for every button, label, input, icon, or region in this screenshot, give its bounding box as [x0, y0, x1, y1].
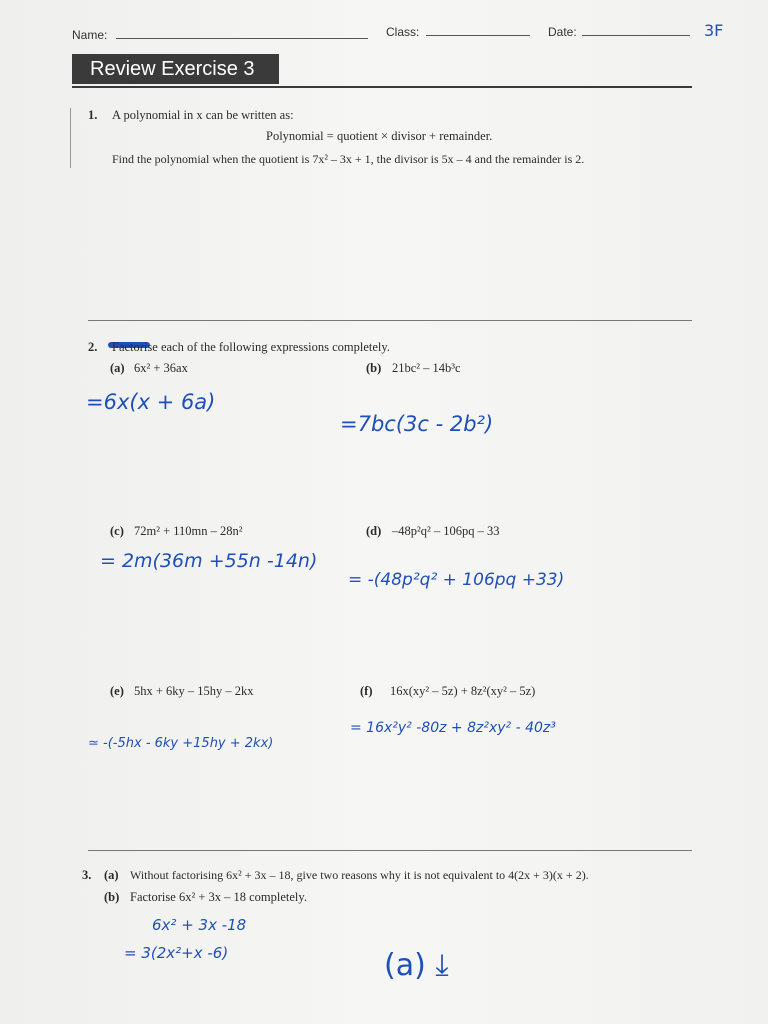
q2a-expr: 6x² + 36ax	[134, 361, 188, 375]
q2c-label: (c)	[110, 524, 124, 538]
q3b-label: (b)	[104, 890, 120, 904]
divider-2	[88, 850, 692, 851]
section-title: Review Exercise 3	[72, 54, 279, 84]
q1-formula: Polynomial = quotient × divisor + remainder.	[266, 129, 493, 143]
title-rule	[72, 86, 692, 88]
q2d-answer: = -(48p²q² + 106pq +33)	[348, 570, 565, 590]
q3-note: (a) ⤓	[384, 948, 449, 983]
corner-note: 3F	[704, 21, 724, 40]
q2-number: 2.	[88, 340, 98, 354]
q3-work-line1: 6x² + 3x -18	[152, 916, 247, 934]
q2e-expr: 5hx + 6ky – 15hy – 2kx	[134, 684, 254, 698]
q3b-text: Factorise 6x² + 3x – 18 completely.	[130, 890, 307, 904]
q2d-expr: –48p²q² – 106pq – 33	[392, 524, 500, 538]
name-label: Name:	[72, 28, 108, 42]
q3a-label: (a)	[104, 868, 119, 882]
date-label: Date:	[548, 25, 577, 39]
q3-work-line2: = 3(2x²+x -6)	[124, 944, 229, 962]
q2f-expr: 16x(xy² – 5z) + 8z²(xy² – 5z)	[390, 684, 536, 698]
q1-line2: Find the polynomial when the quotient is 7x² – 3x + 1, the divisor is 5x – 4 and the remainder is 2.	[112, 152, 585, 166]
name-line	[116, 38, 368, 39]
q2d-label: (d)	[366, 524, 382, 538]
q2b-label: (b)	[366, 361, 382, 375]
q3a-text: Without factorising 6x² + 3x – 18, give two reasons why it is not equivalent to 4(2x + 3)(x + 2).	[130, 868, 589, 882]
q2-intro: Factorise each of the following expressions completely.	[112, 340, 390, 354]
q2c-expr: 72m² + 110mn – 28n²	[134, 524, 243, 538]
q1-line1: A polynomial in x can be written as:	[112, 108, 294, 122]
q1-number: 1.	[88, 108, 98, 122]
class-label: Class:	[386, 25, 420, 39]
q2a-answer: =6x(x + 6a)	[86, 390, 216, 414]
q2c-answer: = 2m(36m +55n -14n)	[100, 550, 318, 572]
margin-mark	[70, 108, 71, 168]
q2e-label: (e)	[110, 684, 124, 698]
q2e-answer: ≃ -(-5hx - 6ky +15hy + 2kx)	[88, 736, 274, 751]
q2f-label: (f)	[360, 684, 373, 698]
class-line	[426, 35, 530, 36]
q2a-label: (a)	[110, 361, 125, 375]
q3-number: 3.	[82, 868, 92, 882]
divider-1	[88, 320, 692, 321]
q2b-expr: 21bc² – 14b³c	[392, 361, 461, 375]
date-line	[582, 35, 690, 36]
q2b-answer: =7bc(3c - 2b²)	[340, 412, 494, 436]
q2f-answer: = 16x²y² -80z + 8z²xy² - 40z³	[350, 720, 556, 736]
